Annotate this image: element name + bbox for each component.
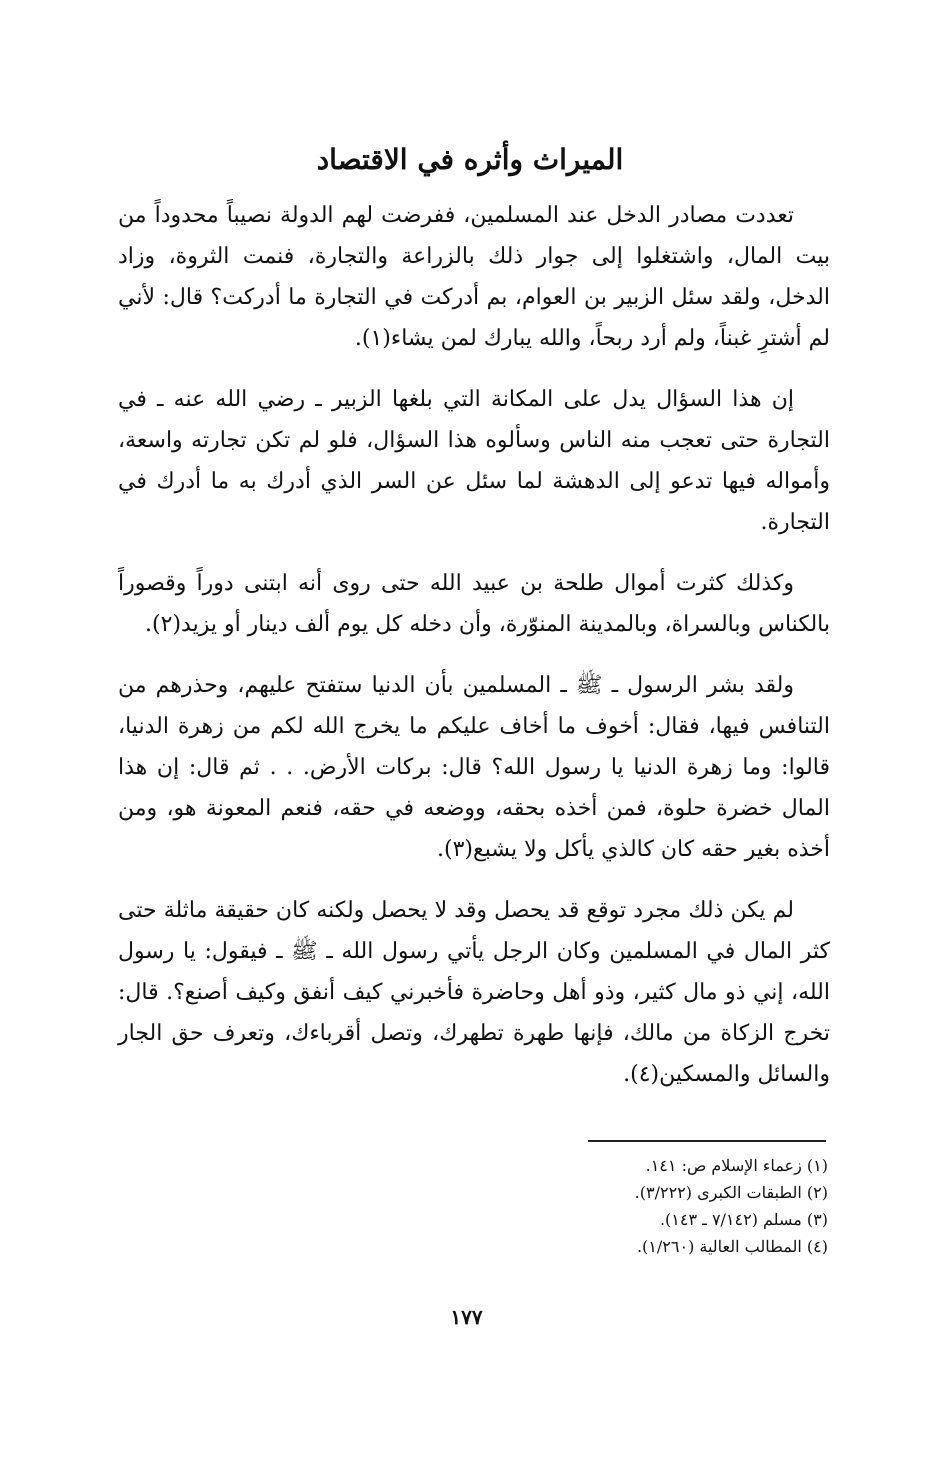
footnote-separator <box>588 1140 826 1142</box>
running-title: الميراث وأثره في الاقتصاد <box>316 143 624 176</box>
paragraph-3: وكذلك كثرت أموال طلحة بن عبيد الله حتى روى أنه ابتنى دوراً وقصوراً بالكناس وبالسراة، وبالمدينة المنوّرة، وأن دخله كل يوم ألف دينار أو يزيد(٢). <box>118 571 830 637</box>
paragraph-5: لم يكن ذلك مجرد توقع قد يحصل وقد لا يحصل ولكنه كان حقيقة ماثلة حتى كثر المال في المسلمين وكان الرجل يأتي رسول الله ـ ﷺ ـ فيقول: يا رسول الله، إني ذو مال كثير، وذو أهل وحاضرة فأخبرني كيف أنفق وكيف أصنع؟. قال: تخرج الزكاة من مالك، فإنها طهرة تطهرك، وتصل أقرباءك، وتعرف حق الجار والسائل والمسكين(٤). <box>118 898 830 1087</box>
footnotes-list <box>360 1152 828 1260</box>
footnote-4: (٤) المطالب العالية (١/٢٦٠). <box>636 1237 828 1256</box>
footnote-1: (١) زعماء الإسلام ص: ١٤١. <box>645 1156 828 1175</box>
footnote-2: (٢) الطبقات الكبرى (٣/٢٢٢). <box>634 1183 828 1202</box>
body-text <box>118 195 830 1115</box>
footnote-3: (٣) مسلم (٧/١٤٢ ـ ١٤٣). <box>659 1210 828 1229</box>
page-number: ١٧٧ <box>450 1305 483 1329</box>
paragraph-2: إن هذا السؤال يدل على المكانة التي بلغها الزبير ـ رضي الله عنه ـ في التجارة حتى تعجب منه الناس وسألوه هذا السؤال، فلو لم تكن تجارته واسعة، وأمواله فيها تدعو إلى الدهشة لما سئل عن السر الذي أدرك به ما أدرك في التجارة. <box>118 387 830 535</box>
paragraph-4: ولقد بشر الرسول ـ ﷺ ـ المسلمين بأن الدنيا ستفتح عليهم، وحذرهم من التنافس فيها، فقال: أخوف ما أخاف عليكم ما يخرج الله لكم من زهرة الدنيا، قالوا: وما زهرة الدنيا يا رسول الله؟ قال: بركات الأرض. . . ثم قال: إن هذا المال خضرة حلوة، فمن أخذه بحقه، ووضعه في حقه، فنعم المعونة هو، ومن أخذه بغير حقه كان كالذي يأكل ولا يشبع(٣). <box>118 673 830 862</box>
paragraph-1: تعددت مصادر الدخل عند المسلمين، ففرضت لهم الدولة نصيباً محدوداً من بيت المال، واشتغلوا إلى جوار ذلك بالزراعة والتجارة، فنمت الثروة، وزاد الدخل، ولقد سئل الزبير بن العوام، بم أدركت في التجارة ما أدركت؟ قال: لأني لم أشترِ غبناً، ولم أرد ربحاً، والله يبارك لمن يشاء(١). <box>118 203 830 351</box>
